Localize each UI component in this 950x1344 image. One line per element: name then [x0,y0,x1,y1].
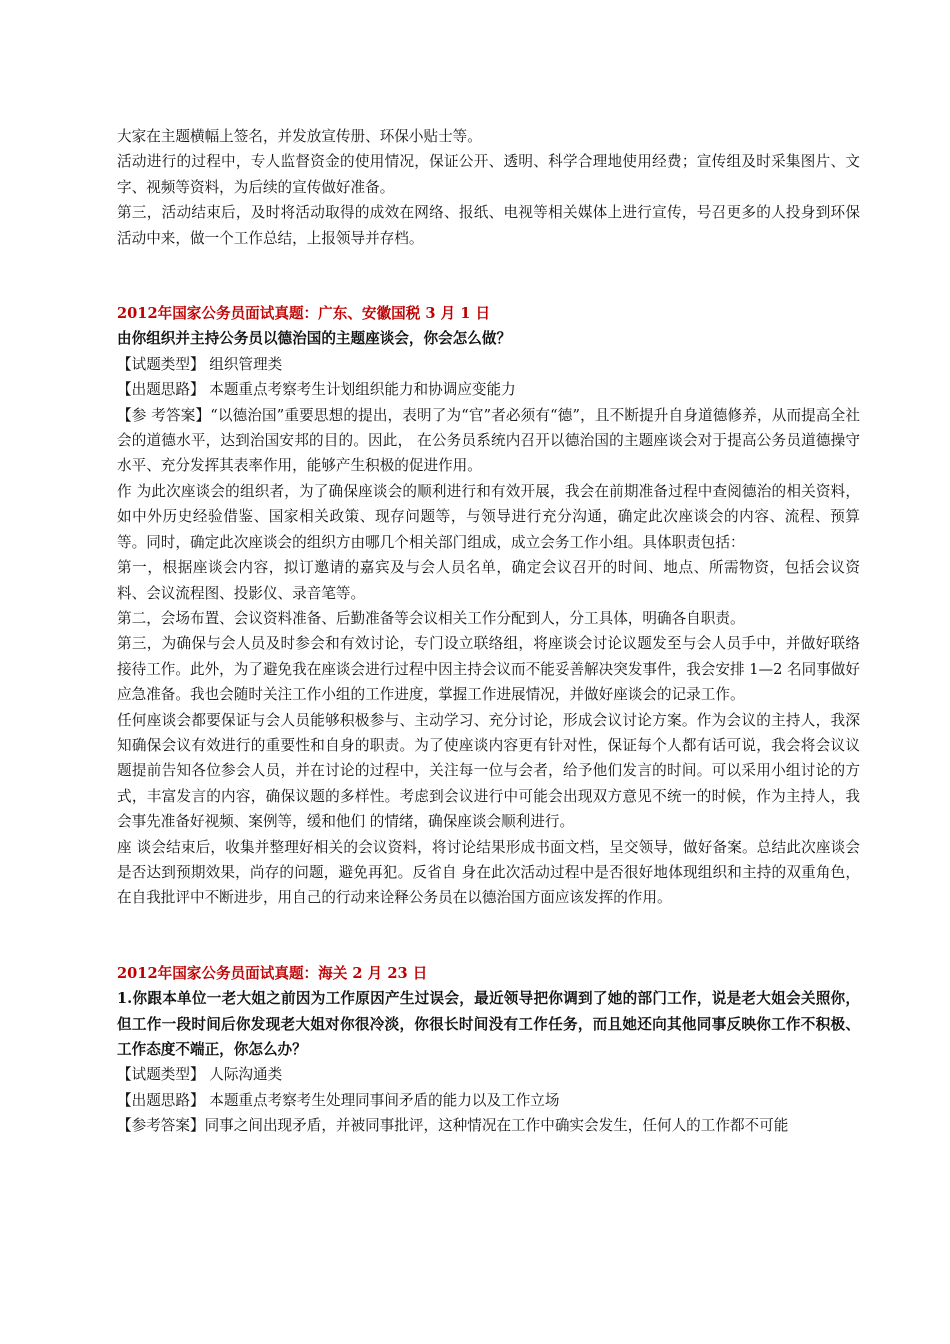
question-idea-label: 【出题思路】 [117,381,205,399]
intro-paragraph-2: 活动进行的过程中，专人监督资金的使用情况，保证公开、透明、科学合理地使用经费；宣传组及时采集图片、文字、视频等资料，为后续的宣传做好准备。 [117,153,860,196]
question-text: 1.你跟本单位一老大姐之前因为工作原因产生过误会，最近领导把你调到了她的部门工作，说是老大姐会关照你，但工作一段时间后你发现老大姐对你很冷淡，你很长时间没有工作任务，而且她还向其他同事反映你工作不积极、工作态度不端正，你怎么办？ [117,990,860,1058]
question-type-value: 人际沟通类 [209,1066,283,1084]
question-idea-line [117,1088,860,1113]
question-text: 由你组织并主持公务员以德治国的主题座谈会，你会怎么做？ [117,330,512,348]
section-heading: 2012年国家公务员面试真题：海关 2 月 23 日 [117,964,428,982]
answer-paragraph-7: 座 谈会结束后，收集并整理好相关的会议资料，将讨论结果形成书面文档，呈交领导，做好备案。总结此次座谈会是否达到预期效果，尚存的问题，避免再犯。反省自 身在此次活动过程中是否很好地体现组织和主持的双重角色，在自我批评中不断进步，用自己的行动来诠释公务员在以德治国方面应该发挥的作用。 [117,838,860,907]
answer-paragraph-5: 第三，为确保与会人员及时参会和有效讨论，专门设立联络组，将座谈会讨论议题发至与会人员手中，并做好联络接待工作。此外，为了避免我在座谈会进行过程中因主持会议而不能妥善解决突发事件，我会安排 1—2 名同事做好应急准备。我也会随时关注工作小组的工作进度，掌握工作进展情况，并做好座谈会的记录工作。 [117,635,860,704]
question-type-label: 【试题类型】 [117,355,205,373]
question-type-label: 【试题类型】 [117,1066,205,1084]
question-idea-value: 本题重点考察考生处理同事间矛盾的能力以及工作立场 [209,1091,560,1109]
document-page [117,124,860,1139]
question-type-value: 组织管理类 [209,355,283,373]
section-heading: 2012年国家公务员面试真题：广东、安徽国税 3 月 1 日 [117,305,491,323]
question-idea-value: 本题重点考察考生计划组织能力和协调应变能力 [209,381,516,399]
interview-section-guangdong [117,301,860,911]
interview-section-customs [117,961,860,1139]
section-spacer [117,251,860,301]
answer-paragraph-3: 第一，根据座谈会内容，拟订邀请的嘉宾及与会人员名单，确定会议召开的时间、地点、所需物资，包括会议资料、会议流程图、投影仪、录音笔等。 [117,559,860,602]
intro-paragraph-3: 第三，活动结束后，及时将活动取得的成效在网络、报纸、电视等相关媒体上进行宣传，号召更多的人投身到环保活动中来，做一个工作总结，上报领导并存档。 [117,204,860,247]
answer-text: 同事之间出现矛盾，并被同事批评，这种情况在工作中确实会发生，任何人的工作都不可能 [204,1117,789,1135]
answer-paragraph [117,1113,860,1138]
question-type-line [117,352,860,377]
answer-text: “以德治国”重要思想的提出，表明了为“官”者必须有“德”，且不断提升自身道德修养，从而提高全社会的道德水平，达到治国安邦的目的。因此， 在公务员系统内召开以德治国的主题座谈会对于提高公务员道德操守水平、充分发挥其表率作用，能够产生积极的促进作用。 [117,406,860,475]
section-spacer [117,911,860,961]
intro-section [117,124,860,251]
intro-paragraph-1: 大家在主题横幅上签名，并发放宣传册、环保小贴士等。 [117,128,482,145]
question-idea-line [117,377,860,402]
question-idea-label: 【出题思路】 [117,1091,205,1109]
question-type-line [117,1062,860,1087]
answer-paragraph-2: 作 为此次座谈会的组织者，为了确保座谈会的顺利进行和有效开展，我会在前期准备过程中查阅德治的相关资料，如中外历史经验借鉴、国家相关政策、现存问题等，与领导进行充分沟通，确定此次座谈会的内容、流程、预算等。同时，确定此次座谈会的组织方由哪几个相关部门组成，成立会务工作小组。具体职责包括： [117,482,860,551]
answer-paragraph [117,403,860,479]
answer-label: 【参考答案】 [117,1117,205,1135]
answer-paragraph-6: 任何座谈会都要保证与会人员能够积极参与、主动学习、充分讨论，形成会议讨论方案。作为会议的主持人，我深知确保会议有效进行的重要性和自身的职责。为了使座谈内容更有针对性，保证每个人都有话可说，我会将会议议题提前告知各位参会人员，并在讨论的过程中，关注每一位与会者，给予他们发言的时间。可以采用小组讨论的方式，丰富发言的内容，确保议题的多样性。考虑到会议进行中可能会出现双方意见不统一的时候，作为主持人，我会事先准备好视频、案例等，缓和他们 的情绪，确保座谈会顺利进行。 [117,711,860,831]
answer-label: 【参 考答案】 [117,406,211,424]
answer-paragraph-4: 第二，会场布置、会议资料准备、后勤准备等会议相关工作分配到人，分工具体，明确各自职责。 [117,609,745,627]
